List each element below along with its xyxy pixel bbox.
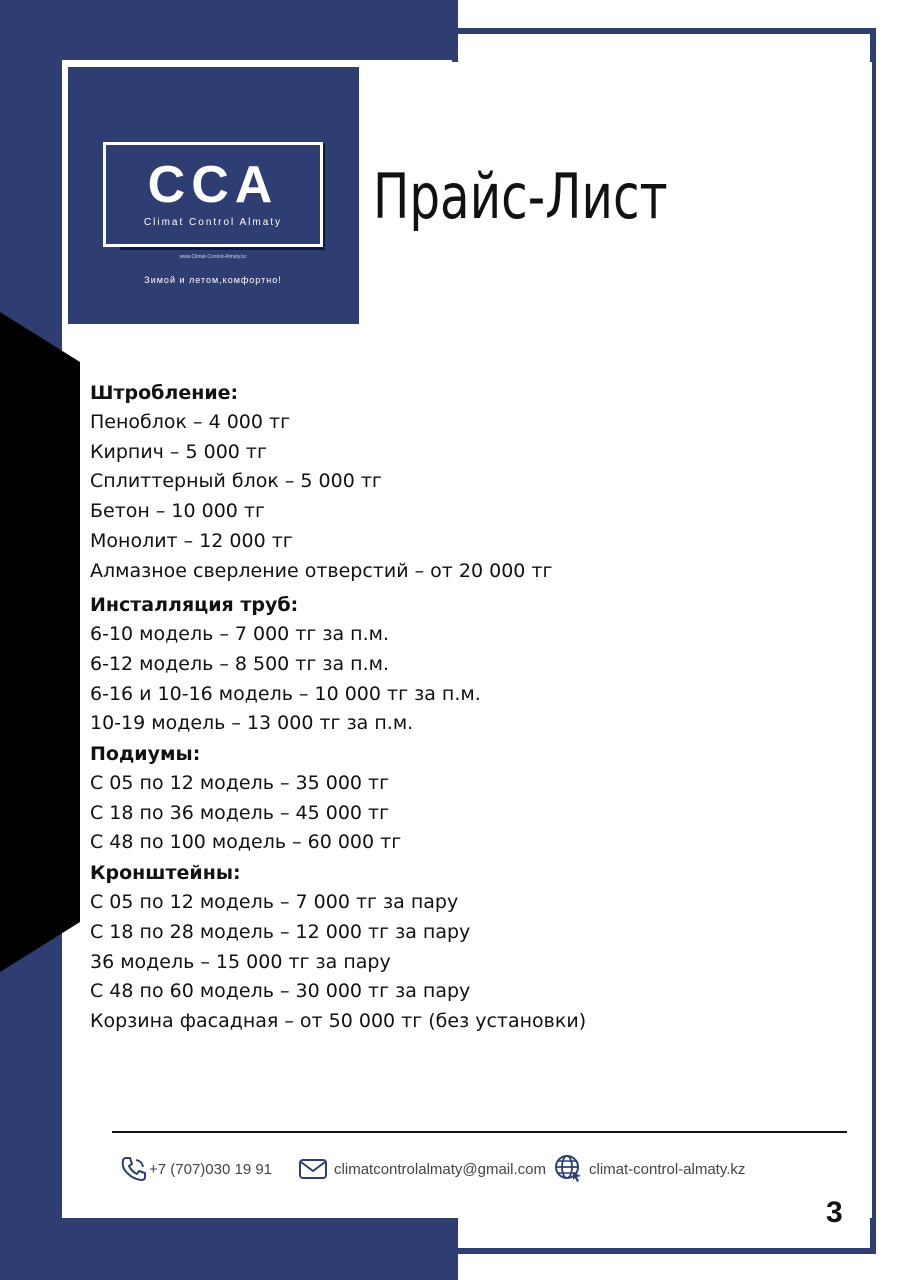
price-list: [90, 378, 790, 1037]
price-line: 6-12 модель – 8 500 тг за п.м.: [90, 652, 390, 675]
price-line: 6-10 модель – 7 000 тг за п.м.: [90, 623, 390, 646]
price-line: Корзина фасадная – от 50 000 тг (без установки): [90, 1009, 587, 1032]
company-logo: [68, 67, 359, 324]
section-pipe-installation: [90, 590, 790, 739]
section-heading: Инсталляция труб:: [90, 594, 299, 617]
phone-number: +7 (707)030 19 91: [149, 1160, 273, 1178]
background-navy-left: [0, 0, 62, 1280]
mail-icon: [298, 1157, 328, 1181]
section-shtroblenie: [90, 378, 790, 586]
price-line: Монолит – 12 000 тг: [90, 529, 293, 552]
footer-phone[interactable]: [120, 1155, 272, 1183]
section-brackets: [90, 858, 790, 1037]
price-line: 36 модель – 15 000 тг за пару: [90, 950, 391, 973]
price-line: Пеноблок – 4 000 тг: [90, 411, 291, 433]
email-address: climatcontrolalmaty@gmail.com: [334, 1160, 546, 1178]
price-line: С 05 по 12 модель – 35 000 тг: [90, 772, 390, 795]
price-line: С 05 по 12 модель – 7 000 тг за пару: [90, 891, 459, 914]
logo-company-name: Climat Control Almaty: [143, 217, 283, 228]
footer-website[interactable]: [554, 1154, 745, 1184]
section-heading: Штробление:: [90, 382, 239, 404]
background-navy-top: [0, 0, 458, 60]
price-line: С 48 по 60 модель – 30 000 тг за пару: [90, 980, 471, 1003]
price-line: 10-19 модель – 13 000 тг за п.м.: [90, 712, 414, 735]
section-heading: Подиумы:: [90, 743, 201, 766]
globe-icon: [554, 1154, 584, 1184]
section-podiums: [90, 739, 790, 858]
footer-contacts: [120, 1154, 745, 1184]
footer-divider: [112, 1131, 847, 1133]
price-line: С 48 по 100 модель – 60 000 тг: [90, 831, 402, 854]
logo-slogan: Зимой и летом,комфортно!: [144, 275, 282, 285]
website-url: climat-control-almaty.kz: [588, 1160, 746, 1178]
footer-email[interactable]: [298, 1157, 546, 1181]
price-line: 6-16 и 10-16 модель – 10 000 тг за п.м.: [90, 682, 481, 705]
logo-url: www.Climat-Control-Almaty.kz: [179, 254, 247, 260]
phone-icon: [120, 1155, 148, 1183]
logo-abbreviation: CCA: [147, 156, 279, 214]
background-navy-bottom: [0, 1218, 458, 1280]
price-line: Алмазное сверление отверстий – от 20 000 тг: [90, 559, 553, 582]
page-number: 3: [826, 1196, 843, 1229]
page-title: Прайс-Лист: [373, 160, 668, 233]
price-line: С 18 по 28 модель – 12 000 тг за пару: [90, 920, 471, 943]
price-line: Кирпич – 5 000 тг: [90, 440, 267, 463]
section-heading: Кронштейны:: [90, 862, 241, 885]
price-line: С 18 по 36 модель – 45 000 тг: [90, 801, 390, 824]
price-line: Бетон – 10 000 тг: [90, 500, 265, 523]
price-line: Сплиттерный блок – 5 000 тг: [90, 470, 382, 493]
